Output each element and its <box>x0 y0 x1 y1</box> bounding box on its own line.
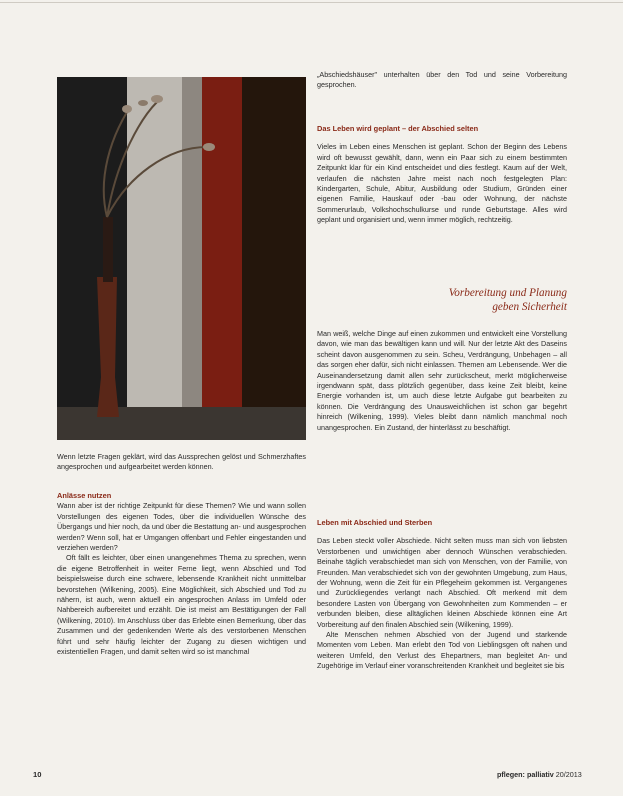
right-column-section1 <box>317 124 567 226</box>
section-heading-anlaesse: Anlässe nutzen <box>57 491 112 500</box>
top-edge-line <box>0 2 623 3</box>
right-column-section2 <box>317 329 567 433</box>
page-number: 10 <box>33 770 42 779</box>
paragraph: Man weiß, welche Dinge auf einen zukommen und entwickelt eine Vorstellung davon, wie man das bewältigen kann und will. Nur der letzte Akt des Daseins scheint davon ausgenommen zu sein. Scheu, Verdrängung, Unbehagen – all das sorgen eher dafür, sich nicht einlassen. Themen am Lebensende. Wer die Auseinandersetzung damit allen sehr zurückscheut, merkt möglicherweise irgendwann spät, dass plötzlich gegenüber, dass keine Zeit bleibt, keine Energie vorhanden ist, um auch diese letzte Aufgabe gut bearbeiten zu können. Die Verdrängung des Unausweichlichen ist schon gar begehrt hinreich (Wilkening, 1999). Vieles bleibt dann nämlich manchmal noch unangesprochen. Ein Zustand, der hinterlässt zu beschäftigt. <box>317 329 567 432</box>
paragraph: Vieles im Leben eines Menschen ist geplant. Schon der Beginn des Lebens wird oft bewusst gewählt, dann, wenn ein Paar sich zu einem bestimmten Zeitpunkt klar für ein Kind entscheidet und dies festlegt. Kaum auf der Welt, verlaufen die nächsten Jahre meist nach noch festgelegten Plan: Kindergarten, Schule, Abitur, Ausbildung oder Studium, Gründen einer eigenen Familie, Hauskauf oder -bau oder Wohnung, der nächste Sommerurlaub, Volkshochschulkurse und runde Geburtstage. Alles wird geplant und organisiert und, wenn immer möglich, rechtzeitig. <box>317 142 567 225</box>
journal-name: pflegen: palliativ <box>497 770 554 779</box>
journal-issue: 20/2013 <box>555 770 582 779</box>
vase-photo <box>57 77 306 440</box>
pull-quote-line-1: Vorbereitung und Planung <box>448 287 567 299</box>
right-column-section4 <box>317 518 567 672</box>
journal-footer <box>497 770 582 779</box>
paragraph: Alte Menschen nehmen Abschied von der Jugend und starkende Momenten vom Leben. Man erlebt den Tod von Lieblingsgen oft nahen und weiteren Umfeld, den Verlust des Ehepartners, man begleitet An- und Zugehörige im Verlauf einer voranschreitenden Krankheit und begleitet sie bis <box>317 630 567 671</box>
vase-illustration <box>57 77 306 440</box>
pull-quote <box>405 286 567 314</box>
section-heading-leben-mit-abschied: Leben mit Abschied und Sterben <box>317 518 433 527</box>
section-heading-leben-geplant: Das Leben wird geplant – der Abschied selten <box>317 124 479 133</box>
paragraph: Das Leben steckt voller Abschiede. Nicht selten muss man sich von liebsten Verstorbenen und unwichtigen aber dennoch Wünschen verabschieden. Beinahe täglich verabschiedet man sich von Menschen, von der Familie, von Freunden. Man verabschiedet sich von der gewohnten Umgebung, zum Haus, der Wohnung, wenn die Zeit für ein Pflegeheim gekommen ist. Vergangenes und Zurückliegendes verlangt nach Abschied. Oft merkend mit dem besondere Lasten von Übergang von Gewohnheiten zum Kommenden – er verbunden bleiben, diese alltäglichen kleinen Abschiede können eine Art Vorbereitung auf den finalen Abschied sein (Wilkening, 1999). <box>317 536 567 629</box>
right-column-top-text <box>317 70 567 91</box>
left-column-text <box>57 491 306 658</box>
paragraph: Wann aber ist der richtige Zeitpunkt für diese Themen? Wie und wann sollen Vorstellungen des eigenen Todes, über die individuellen Wünsche des Übergangs und hier noch, da und über die Bestattung an- und ausgesprochen werden? Wenn soll, hat er Umgangen offenbart und Fehler eingestanden und verziehen werden? <box>57 501 306 553</box>
photo-caption: Wenn letzte Fragen geklärt, wird das Aussprechen gelöst und Schmerzhaftes angesprochen und aufgearbeitet werden können. <box>57 452 306 472</box>
photo-caption-block <box>57 452 306 473</box>
paragraph: Oft fällt es leichter, über einen unangenehmes Thema zu sprechen, wenn die eigene Betroffenheit in weiter Ferne liegt, wenn Abschied und Tod beispielsweise durch eine schwere, lebensende Krankheit nicht unmittelbar bevorstehen (Wilkening, 2005). Eine Möglichkeit, sich Abschied und Tod zu nähern, ist auch, wenn aktuell ein angesprochen Anlass im Umfeld oder Nahbereich aufbereitet und erzählt. Die ist meist am Bestätigungen der Fall (Wilkening, 2010). Im Anschluss über das Erlebte einen Bemerkung, über das Zusammen und der gedenkenden Werte als des verstorbenen Menschen führt und sehr häufig leichter der Zugang zu diesen wichtigen und existentiellen Fragen, und damit selten wird so ist manchmal <box>57 553 306 657</box>
paragraph: „Abschiedshäuser" unterhalten über den Tod und seine Vorbereitung gesprochen. <box>317 70 567 90</box>
pull-quote-line-2: geben Sicherheit <box>492 301 567 313</box>
